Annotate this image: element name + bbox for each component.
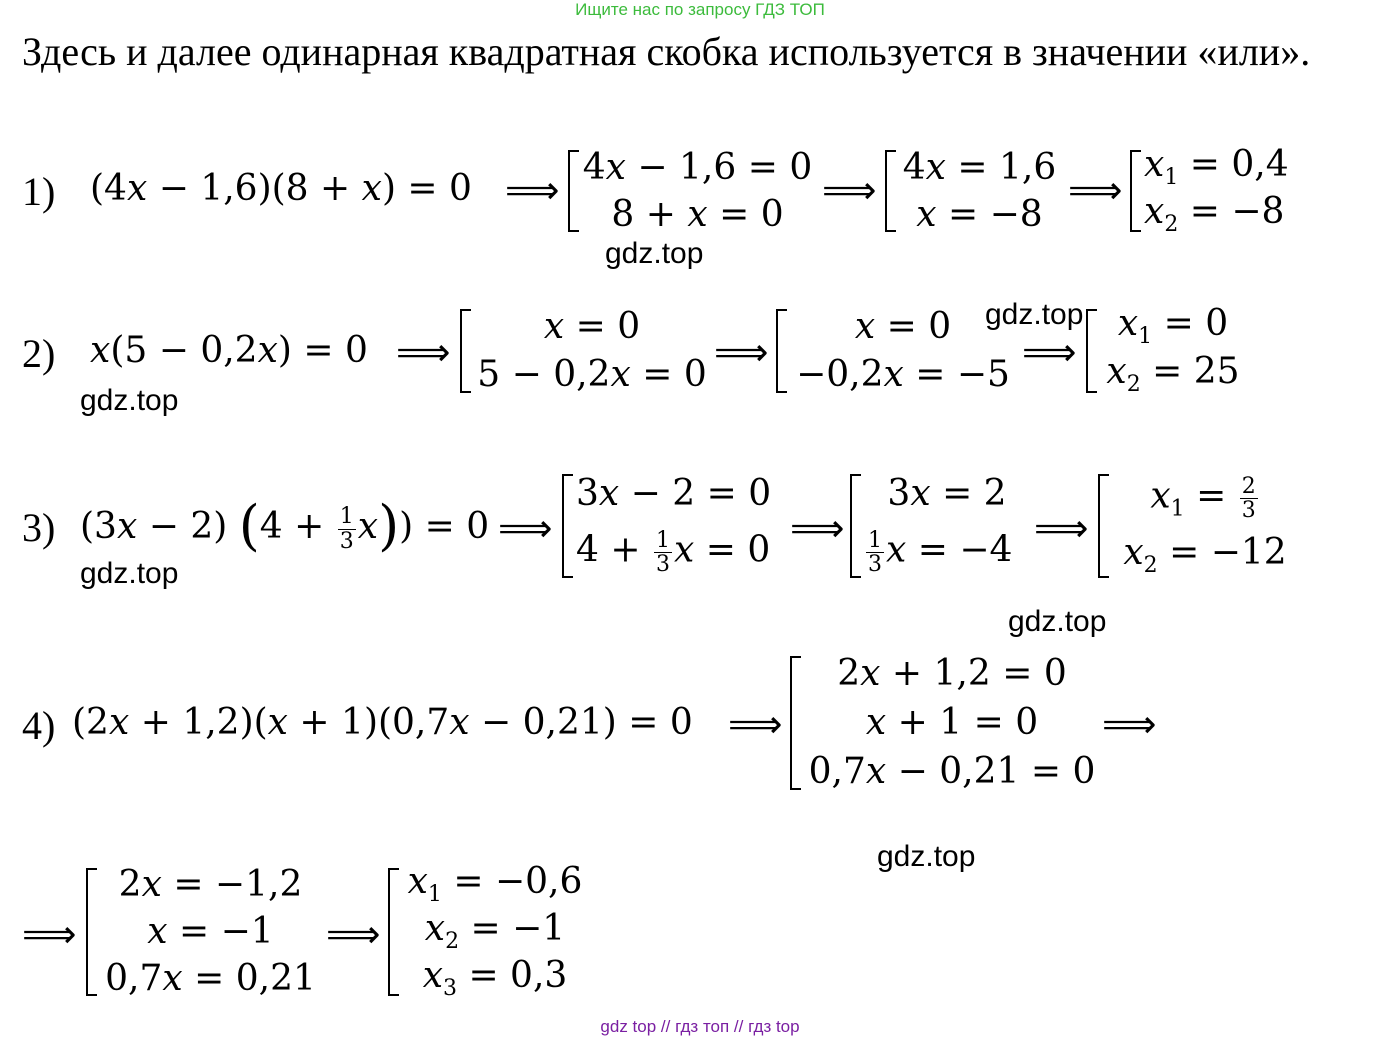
watermark: gdz.top: [1008, 605, 1107, 638]
watermark: gdz.top: [605, 237, 704, 270]
problem-3-system-1: [562, 468, 787, 584]
bracket: [850, 474, 861, 578]
implies-arrow: ⟹: [396, 330, 451, 374]
fraction: $\frac{1}{3}$: [868, 527, 882, 577]
system-row: 2x + 1,2 = 0: [837, 653, 1067, 695]
system-row: x = −8: [916, 193, 1043, 235]
top-banner: Ищите нас по запросу ГДЗ ТОП: [575, 0, 825, 19]
bracket: [568, 150, 579, 232]
system-row: $x_1 = -0,6$: [407, 861, 583, 908]
system-row: x = −1: [147, 910, 274, 952]
system-row: 0,7x − 0,21 = 0: [808, 750, 1096, 792]
bracket: [388, 868, 399, 996]
bracket: [885, 150, 896, 232]
system-row: x = 0: [543, 306, 641, 347]
system-row: $\frac{1}{3}$ x = −4: [868, 527, 1013, 577]
system-row: $x_1 = 0$: [1117, 303, 1229, 349]
system-row: −0,2x = −5: [796, 354, 1010, 395]
system-row: x = 0: [854, 306, 952, 347]
fraction: $\frac{1}{3}$: [339, 504, 354, 554]
problem-1-system-2: [885, 144, 1060, 238]
problem-2-system-1: [460, 303, 710, 399]
implies-arrow: ⟹: [1022, 330, 1077, 374]
problem-4-equation: (2x + 1,2)(x + 1)(0,7x − 0,21) = 0: [72, 702, 693, 743]
problem-4-system-2: [86, 862, 321, 1002]
problem-3-label: 3): [22, 505, 56, 550]
system-row: 0,7x = 0,21: [105, 957, 316, 999]
implies-arrow: ⟹: [1068, 168, 1123, 212]
implies-arrow: ⟹: [790, 506, 845, 550]
problem-3-system-2: [850, 468, 1030, 584]
problem-1-answer: [1130, 144, 1300, 238]
implies-arrow: ⟹: [1102, 702, 1157, 746]
watermark: gdz.top: [80, 384, 179, 417]
system-row: 4x = 1,6: [902, 146, 1057, 188]
system-row: 3x − 2 = 0: [576, 473, 772, 515]
bracket: [1130, 150, 1141, 232]
implies-arrow: ⟹: [728, 702, 783, 746]
problem-2-answer: [1086, 303, 1246, 399]
system-row: 4 + $\frac{1}{3}$ x = 0: [576, 527, 771, 577]
system-row: x + 1 = 0: [865, 701, 1039, 743]
fraction: $\frac{1}{3}$: [655, 527, 670, 577]
problem-1-system-1: [568, 144, 813, 238]
big-paren-open: (: [238, 494, 260, 557]
fraction: $\frac{2}{3}$: [1241, 473, 1256, 523]
bracket: [460, 309, 471, 393]
system-row: $x_2 = -1$: [424, 907, 566, 954]
watermark: gdz.top: [877, 840, 976, 873]
system-row: $x_1$ = $\frac{2}{3}$: [1150, 473, 1256, 523]
problem-3-equation: (3x − 2) (4 + $\frac{1}{3}$ x)) = 0: [80, 494, 490, 557]
implies-arrow: ⟹: [822, 168, 877, 212]
bracket: [776, 309, 787, 393]
system-row: 5 − 0,2x = 0: [477, 354, 707, 395]
system-row: 2x = −1,2: [118, 864, 303, 906]
watermark: gdz.top: [80, 557, 179, 590]
watermark: gdz.top: [985, 298, 1084, 331]
problem-4-system-1: [790, 650, 1100, 796]
problem-3-answer: [1098, 468, 1298, 584]
problem-1-label: 1): [22, 169, 56, 214]
implies-arrow: ⟹: [22, 912, 77, 956]
implies-arrow: ⟹: [505, 168, 560, 212]
problem-2-system-2: [776, 303, 1016, 399]
problem-4-label: 4): [22, 703, 56, 748]
problem-2-label: 2): [22, 331, 56, 376]
bracket: [1098, 474, 1109, 578]
problem-1-equation: (4x − 1,6)(8 + x) = 0: [90, 168, 472, 209]
system-row: $x_2 = -12$: [1123, 532, 1287, 579]
system-row: 4x − 1,6 = 0: [582, 146, 813, 188]
big-paren-close: ): [378, 494, 400, 557]
problem-4-answer: [388, 862, 588, 1002]
system-row: $x_2 = -8$: [1144, 190, 1285, 237]
system-row: 3x = 2: [887, 473, 1007, 515]
problem-2-equation: x(5 − 0,2x) = 0: [90, 330, 368, 371]
implies-arrow: ⟹: [1034, 506, 1089, 550]
bracket: [790, 656, 801, 790]
intro-text: Здесь и далее одинарная квадратная скобка используется в значении «или».: [22, 29, 1311, 74]
bracket: [86, 868, 97, 996]
system-row: $x_2 = 25$: [1106, 351, 1240, 397]
implies-arrow: ⟹: [498, 506, 553, 550]
bracket: [1086, 309, 1097, 393]
system-row: $x_3 = 0,3$: [422, 954, 568, 1001]
implies-arrow: ⟹: [326, 912, 381, 956]
footer-links: gdz top // гдз топ // гдз top: [600, 1017, 800, 1036]
implies-arrow: ⟹: [714, 330, 769, 374]
system-row: 8 + x = 0: [611, 193, 784, 235]
system-row: $x_1 = 0,4$: [1144, 143, 1289, 190]
bracket: [562, 474, 573, 578]
